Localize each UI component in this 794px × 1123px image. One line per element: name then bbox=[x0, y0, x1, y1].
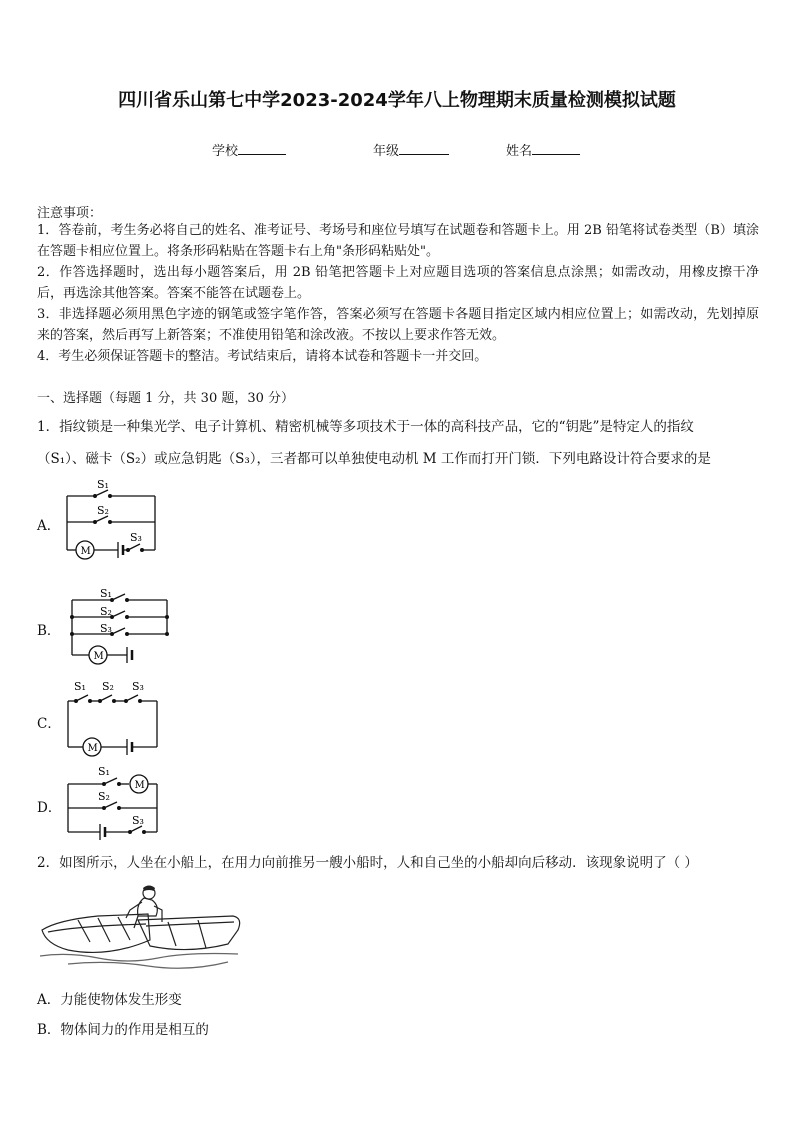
q2-choice-a: A．力能使物体发生形变 bbox=[37, 992, 182, 1008]
name-label: 姓名 bbox=[506, 144, 533, 159]
motor-label: M bbox=[93, 651, 104, 662]
q2-choice-b: B．物体间力的作用是相互的 bbox=[37, 1022, 209, 1038]
switch-s1-label: S₁ bbox=[98, 765, 110, 778]
school-blank bbox=[238, 142, 286, 155]
grade-blank bbox=[399, 142, 449, 155]
circuit-c-diagram bbox=[62, 677, 167, 757]
notes-heading: 注意事项： bbox=[37, 206, 103, 221]
boat-person-illustration bbox=[38, 880, 248, 972]
school-field bbox=[212, 140, 286, 159]
q2-text: 2．如图所示，人坐在小船上，在用力向前推另一艘小船时，人和自己坐的小船却向后移动．该现象说明了（ ） bbox=[37, 855, 698, 871]
switch-s3-label: S₃ bbox=[132, 814, 144, 827]
switch-s2-label: S₂ bbox=[97, 504, 109, 517]
option-b-label: B． bbox=[37, 623, 61, 639]
name-blank bbox=[532, 142, 580, 155]
option-d-label: D． bbox=[37, 800, 62, 816]
school-label: 学校 bbox=[212, 144, 239, 159]
note-item: 3．非选择题必须用黑色字迹的钢笔或签字笔作答，答案必须写在答题卡各题目指定区域内相应位置上；如需改动，先划掉原来的答案，然后再写上新答案；不准使用铅笔和涂改液。不按以上要求作答无效。 bbox=[37, 307, 759, 343]
section-heading: 一、选择题（每题 1 分，共 30 题，30 分） bbox=[37, 391, 295, 406]
circuit-d-diagram bbox=[62, 764, 167, 842]
motor-label: M bbox=[80, 546, 91, 557]
switch-s1-label: S₁ bbox=[74, 680, 86, 693]
motor-label: M bbox=[87, 743, 98, 754]
option-c-label: C． bbox=[37, 716, 61, 732]
switch-s3-label: S₃ bbox=[132, 680, 144, 693]
q1-line2: （S₁）、磁卡（S₂）或应急钥匙（S₃），三者都可以单独使电动机 M 工作而打开门锁．下列电路设计符合要求的是 bbox=[37, 451, 711, 467]
switch-s3-label: S₃ bbox=[130, 531, 142, 544]
q1-line1: 1．指纹锁是一种集光学、电子计算机、精密机械等多项技术于一体的高科技产品，它的“钥匙”是特定人的指纹 bbox=[37, 419, 694, 435]
switch-s3-label: S₃ bbox=[100, 622, 112, 635]
grade-label: 年级 bbox=[373, 144, 400, 159]
option-a-label: A． bbox=[37, 518, 61, 534]
note-item: 4．考生必须保证答题卡的整洁。考试结束后，请将本试卷和答题卡一并交回。 bbox=[37, 349, 488, 364]
note-item: 1．答卷前，考生务必将自己的姓名、准考证号、考场号和座位号填写在试题卷和答题卡上。用 2B 铅笔将试卷类型（B）填涂在答题卡相应位置上。将条形码粘贴在答题卡右上角"条形码粘贴处"。 bbox=[37, 223, 759, 259]
switch-s2-label: S₂ bbox=[98, 790, 110, 803]
circuit-a-diagram bbox=[60, 478, 165, 560]
switch-s1-label: S₁ bbox=[100, 587, 112, 600]
name-field bbox=[506, 140, 580, 159]
switch-s2-label: S₂ bbox=[102, 680, 114, 693]
motor-label: M bbox=[134, 780, 145, 791]
switch-s2-label: S₂ bbox=[100, 605, 112, 618]
circuit-b-diagram bbox=[62, 585, 172, 667]
grade-field bbox=[373, 140, 449, 159]
page-title: 四川省乐山第七中学2023-2024学年八上物理期末质量检测模拟试题 bbox=[118, 90, 676, 111]
note-item: 2．作答选择题时，选出每小题答案后，用 2B 铅笔把答题卡上对应题目选项的答案信息点涂黑；如需改动，用橡皮擦干净后，再选涂其他答案。答案不能答在试题卷上。 bbox=[37, 265, 759, 301]
switch-s1-label: S₁ bbox=[97, 478, 109, 491]
